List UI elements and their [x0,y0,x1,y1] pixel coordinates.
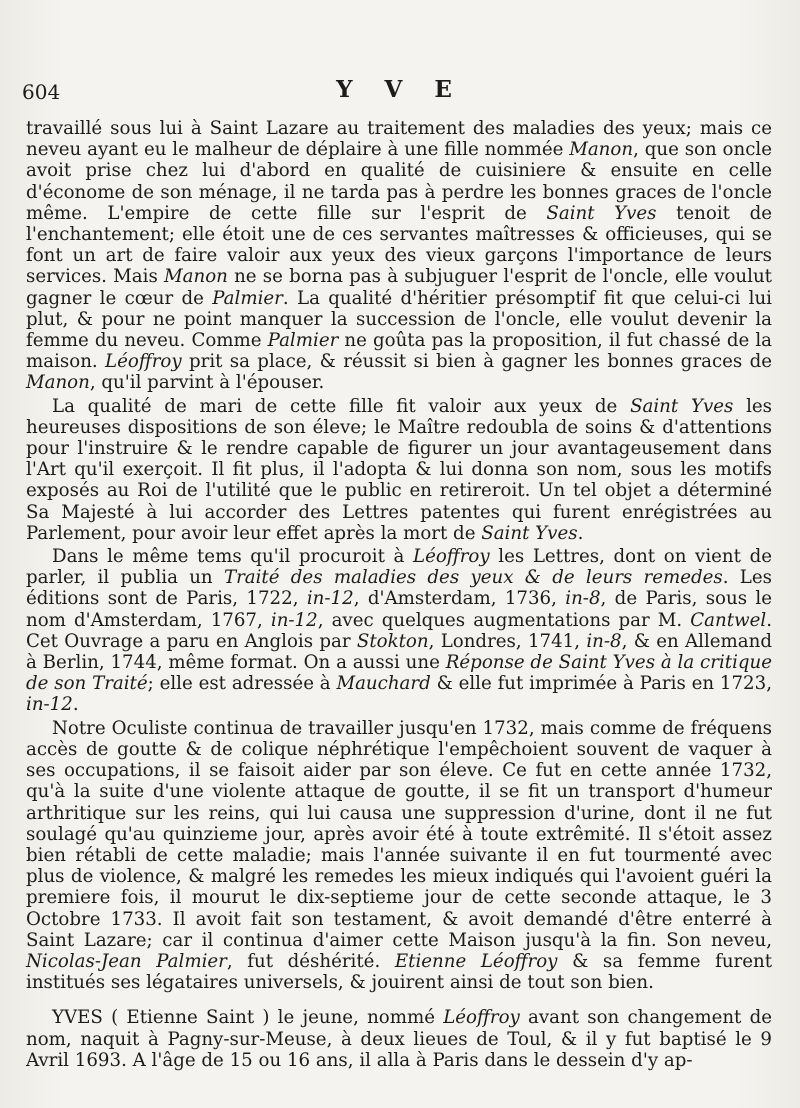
text-run: , d'Amsterdam, 1736, [353,588,566,610]
italic-text: Palmier [267,330,339,352]
italic-text: in-12 [270,609,318,631]
text-run: , que son oncle avoit prise chez lui d'abord en qualité de cuisiniere & ensuite en celle d'économe de son ménage, il ne tarda pas à perdre les bonnes graces de l'oncle même. L'empire de cette fille sur l'esprit de [26,139,772,224]
text-run: La qualité de mari de cette fille fit valoir aux yeux de [52,395,631,417]
text-run: & elle fut imprimée à Paris en 1723, [430,673,772,695]
body-paragraph [26,718,772,994]
italic-text: Nicolas-Jean Palmier [26,950,227,972]
italic-text: in-12 [306,588,354,610]
body-paragraph [26,396,772,544]
running-head: Y V E [336,76,464,103]
italic-text: Mauchard [336,673,431,695]
italic-text: Etienne Léoffroy [394,950,558,972]
body-text [26,118,772,1071]
text-run: ; elle est adressée à [147,673,337,695]
text-run: Dans le même tems qu'il procuroit à [52,546,414,568]
italic-text: Léoffroy [105,351,182,373]
italic-text: Réponse de Saint Yves à la critique de son Traité [26,652,772,695]
text-run: & sa femme furent institués ses légataires universels, & jouirent ainsi de tout son bien. [26,950,773,994]
text-run: . [72,694,79,716]
entry-paragraph [26,1007,772,1071]
text-run: tenoit de l'enchantement; elle étoit une de ces servantes maîtresses & officieuses, qui se font un art de faire valoir aux yeux des vieux garçons l'importance de leurs services. Mais [26,202,772,288]
page-header [22,74,778,108]
italic-text: Cantwel [690,609,767,631]
italic-text: Palmier [212,287,283,309]
italic-text: in-12 [26,694,73,716]
text-run: , & en Allemand à Berlin, 1744, même format. On a aussi une [26,630,772,674]
text-run: les heureuses dispositions de son éleve; le Maître redoubla de soins & d'attentions pour l'instruire & le rendre capable de figurer un jour avantageusement dans l'Art qu'il exerçoit. Il fit plus, il l'adopta & lui donna son nom, sous les motifs exposés au Roi de l'utilité que le public en retireroit. Un tel objet a déterminé Sa Majesté à lui accorder des Lettres patentes qui furent enrégistrées au Parlement, pour avoir leur effet après la mort de [26,395,772,544]
text-run: . Cet Ouvrage a paru en Anglois par [26,609,772,652]
text-run: ne goûta pas la proposition, il fut chassé de la maison. [26,330,772,373]
italic-text: Léoffroy [413,546,490,568]
text-run: , qu'il parvint à l'épouser. [89,372,325,394]
italic-text: Traité des maladies des yeux & de leurs remedes [223,567,723,589]
text-run: , fut déshérité. [226,950,395,972]
text-run: avant son changement de nom, naquit à Pagny-sur-Meuse, à deux lieues de Toul, & il y fut baptisé le 9 Avril 1693. A l'âge de 15 ou 16 ans, il alla à Paris dans le dessein d'y ap- [26,1007,772,1071]
italic-text: Saint Yves [481,522,578,544]
text-run: , Londres, 1741, [428,630,587,652]
italic-text: Léoffroy [443,1007,520,1029]
text-run: . Les éditions sont de Paris, 1722, [26,567,772,610]
page-number: 604 [22,80,61,104]
text-run: . [577,522,584,544]
body-paragraph [26,118,772,394]
text-run: Notre Oculiste continua de travailler jusqu'en 1732, mais comme de fréquens accès de goutte & de colique néphrétique l'empêchoient souvent de vaquer à ses occupations, il se faisoit aider par son éleve. Ce fut en cette année 1732, qu'à la suite d'une violente attaque de goutte, il se fit un transport d'humeur arthritique sur les reins, qui lui causa une suppression d'urine, dont il ne fut soulagé qu'au quinzieme jour, après avoir été à toute extrêmité. Il s'étoit assez bien rétabli de cette maladie; mais l'année suivante il en fut tourmenté avec plus de violence, & malgré les remedes les mieux indiqués qui l'avoient guéri la premiere fois, il mourut le dix-septieme jour de cette seconde attaque, le 3 Octobre 1733. Il avoit fait son testament, & avoit demandé d'être enterré à Saint Lazare; car il continua d'aimer cette Maison jusqu'à la fin. Son neveu, [26,717,772,951]
text-run: , de Paris, sous le nom d'Amsterdam, 1767, [26,588,772,631]
text-run: prit sa place, & réussit si bien à gagner les bonnes graces de [181,351,773,373]
italic-text: Saint Yves [630,395,734,417]
text-run: . La qualité d'héritier présomptif fit que celui-ci lui plut, & pour ne point manquer la succession de l'oncle, elle voulut devenir la femme du neveu. Comme [26,287,772,352]
italic-text: in-8 [586,630,622,652]
italic-text: Manon [569,139,634,161]
text-run: les Lettres, dont on vient de parler, il publia un [26,546,772,589]
italic-text: in-8 [565,588,601,610]
body-paragraph [26,546,772,716]
text-run: YVES ( Etienne Saint ) le jeune, nommé [52,1007,444,1029]
italic-text: Manon [26,372,90,394]
text-run: travaillé sous lui à Saint Lazare au traitement des maladies des yeux; mais ce neveu ayant eu le malheur de déplaire à une fille nommée [26,118,772,161]
text-run: , avec quelques augmentations par M. [317,609,691,631]
italic-text: Saint Yves [546,202,657,224]
italic-text: Manon [164,266,228,288]
italic-text: Stokton [356,630,429,652]
text-run: ne se borna pas à subjuguer l'esprit de l'oncle, elle voulut gagner le cœur de [26,266,772,309]
